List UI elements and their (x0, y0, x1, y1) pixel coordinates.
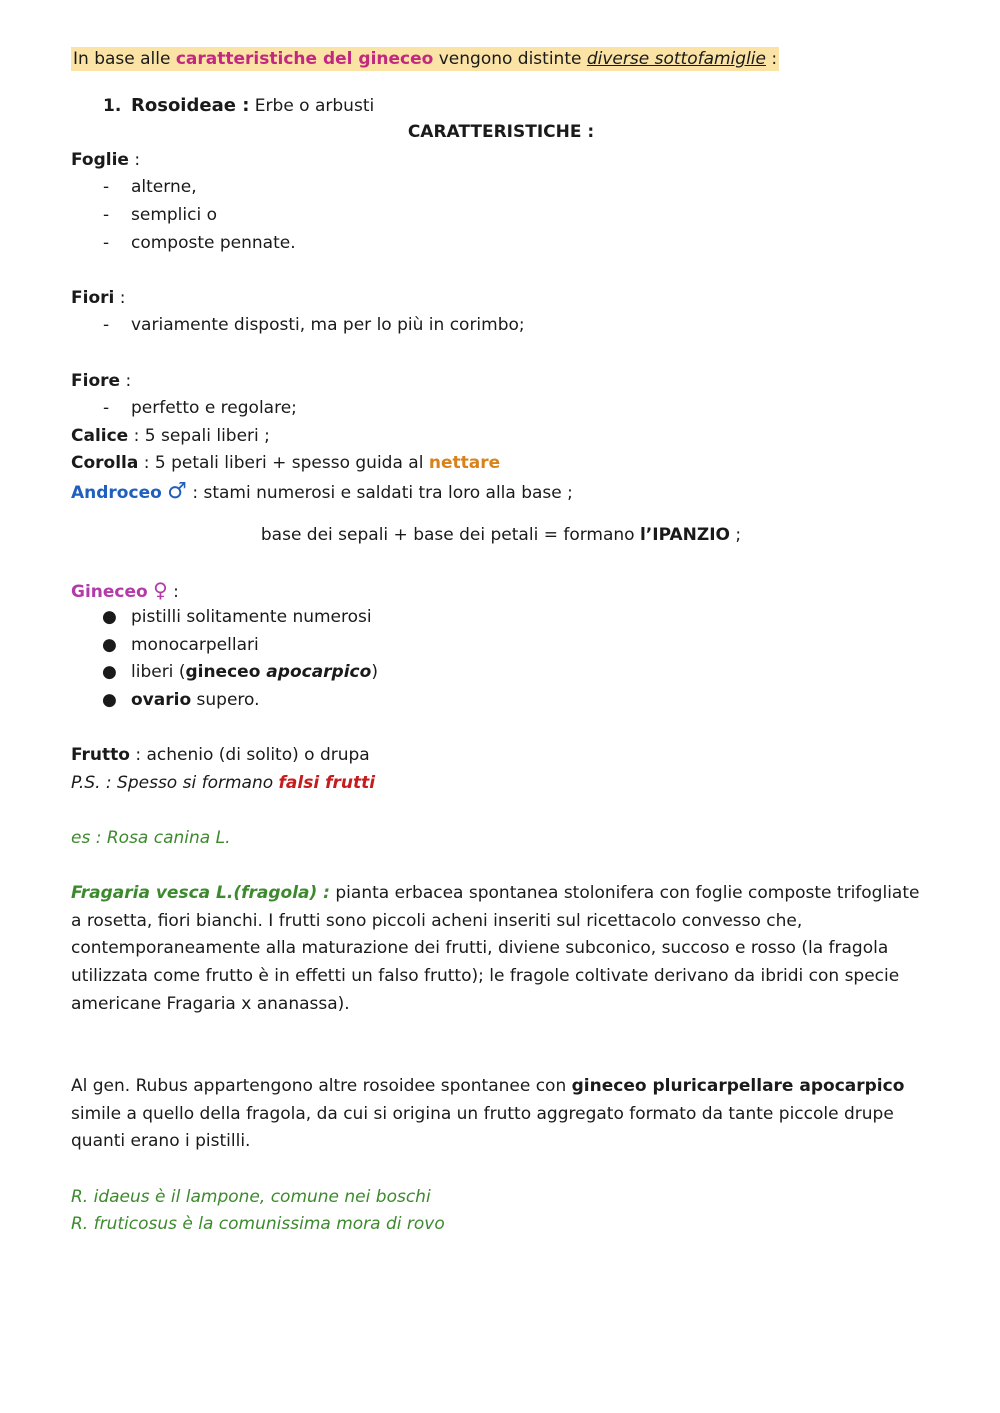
gineceo-item-pre: liberi ( (131, 662, 186, 683)
list-item (71, 312, 931, 340)
gineceo-label-line (71, 577, 931, 605)
frutto-line (71, 742, 931, 770)
foglie-item: alterne, (131, 177, 197, 198)
ps-text: P.S. : Spesso si formano (71, 772, 279, 793)
fiori-label-line (71, 285, 931, 313)
rubus-post: simile a quello della fragola, da cui si origina un frutto aggregato formato da tante piccole drupe quanti erano i pistilli. (71, 1103, 894, 1152)
intro-highlight (71, 47, 779, 71)
bullet-marker: ● (102, 634, 117, 655)
gineceo-item-bold: ovario (131, 690, 192, 711)
example-rosa-canina: es : Rosa canina L. (71, 828, 231, 849)
dash-marker: - (103, 204, 110, 225)
corolla-label: Corolla (71, 453, 139, 474)
rubus-pre: Al gen. Rubus appartengono altre rosoidee spontanee con (71, 1076, 572, 1097)
fragaria-title: Fragaria vesca L.(fragola) : (71, 883, 330, 904)
fiore-item: perfetto e regolare; (131, 398, 297, 419)
fragaria-text: pianta erbacea spontanea stolonifera con foglie composte trifogliate a rosetta, fiori bianchi. I frutti sono piccoli acheni inseriti sul ricettacolo convesso che, contemporaneamente alla maturazione dei frutti, diviene subconico, succoso e rosso (la fragola utilizzata come frutto è in effetti un falso frutto); le fragole coltivate derivano da ibridi con specie americane Fragaria x ananassa). (71, 883, 920, 1014)
male-symbol-icon: ♂ (167, 478, 187, 504)
list-item (71, 202, 931, 230)
spacer (71, 549, 931, 577)
fiori-label: Fiori (71, 287, 115, 308)
bullet-marker: ● (102, 607, 117, 628)
spacer (71, 853, 931, 881)
intro-line (71, 46, 931, 74)
list-item (71, 687, 931, 715)
frutto-text: : achenio (di solito) o drupa (129, 745, 370, 766)
list-item (71, 632, 931, 660)
spacer (71, 797, 931, 825)
spacer (71, 257, 931, 285)
falsi-frutti-highlight: falsi frutti (278, 772, 376, 793)
section-subtitle: Erbe o arbusti (249, 95, 375, 116)
bullet-marker: ● (102, 662, 117, 683)
rubus-idaeus-line: R. idaeus è il lampone, comune nei boschi (71, 1186, 431, 1207)
androceo-text: : stami numerosi e saldati tra loro alla base ; (186, 482, 573, 503)
characteristics-heading: CARATTERISTICHE : (407, 122, 595, 143)
ipanzio-line (71, 522, 931, 550)
fiore-suffix: : (120, 370, 132, 391)
fiore-label: Fiore (71, 370, 121, 391)
frutto-label: Frutto (71, 745, 130, 766)
intro-gineceo-highlight: caratteristiche del gineceo (175, 49, 434, 69)
fiori-item: variamente disposti, ma per lo più in corimbo; (131, 315, 525, 336)
rubus-bold: gineceo pluricarpellare apocarpico (571, 1076, 905, 1097)
corolla-line (71, 450, 931, 478)
calice-text: : 5 sepali liberi ; (128, 425, 270, 446)
foglie-item: composte pennate. (131, 232, 296, 253)
rubus-paragraph (71, 1073, 931, 1156)
rubus-fruticosus-line: R. fruticosus è la comunissima mora di rovo (71, 1214, 445, 1235)
dash-marker: - (103, 177, 110, 198)
gineceo-item-post: ) (371, 662, 378, 683)
gineceo-item-bolditalic: apocarpico (266, 662, 372, 683)
gineceo-suffix: : (167, 581, 179, 602)
dash-marker: - (103, 315, 110, 336)
intro-mid: vengono distinte (433, 49, 587, 69)
document-page (71, 46, 931, 1239)
intro-post: : (765, 49, 778, 69)
foglie-item: semplici o (131, 204, 217, 225)
section-title: Rosoideae : (131, 94, 250, 116)
gineceo-item: pistilli solitamente numerosi (131, 607, 372, 628)
ps-line (71, 770, 931, 798)
section-number: 1. (103, 95, 122, 116)
section-1-heading (71, 92, 931, 120)
intro-pre: In base alle (73, 49, 176, 69)
fiori-suffix: : (114, 287, 126, 308)
list-item (71, 230, 931, 258)
list-item (71, 604, 931, 632)
foglie-label-line (71, 147, 931, 175)
gineceo-label: Gineceo (71, 581, 148, 602)
spacer (71, 1018, 931, 1073)
foglie-suffix: : (128, 149, 141, 170)
list-item (71, 395, 931, 423)
list-item (71, 659, 931, 687)
fragaria-paragraph (71, 880, 931, 1018)
ipanzio-pre: base dei sepali + base dei petali = formano (260, 524, 640, 545)
androceo-line (71, 478, 931, 506)
ipanzio-post: ; (729, 524, 742, 545)
spacer (71, 715, 931, 743)
female-symbol-icon: ♀ (153, 577, 168, 602)
corolla-text: : 5 petali liberi + spesso guida al (138, 453, 429, 474)
calice-label: Calice (71, 425, 129, 446)
dash-marker: - (103, 232, 110, 253)
bullet-marker: ● (102, 690, 117, 711)
gineceo-item-bold: gineceo (185, 662, 267, 683)
intro-underlined: diverse sottofamiglie (586, 49, 766, 69)
gineceo-item: monocarpellari (131, 634, 259, 655)
foglie-label: Foglie (71, 149, 129, 170)
gineceo-item-post: supero. (191, 690, 260, 711)
list-item (71, 174, 931, 202)
calice-line (71, 423, 931, 451)
nettare-highlight: nettare (428, 453, 501, 474)
spacer (71, 1156, 931, 1184)
dash-marker: - (103, 398, 110, 419)
androceo-label: Androceo (71, 482, 162, 503)
spacer (71, 340, 931, 368)
ipanzio-bold: l’IPANZIO (639, 524, 730, 545)
fiore-label-line (71, 368, 931, 396)
